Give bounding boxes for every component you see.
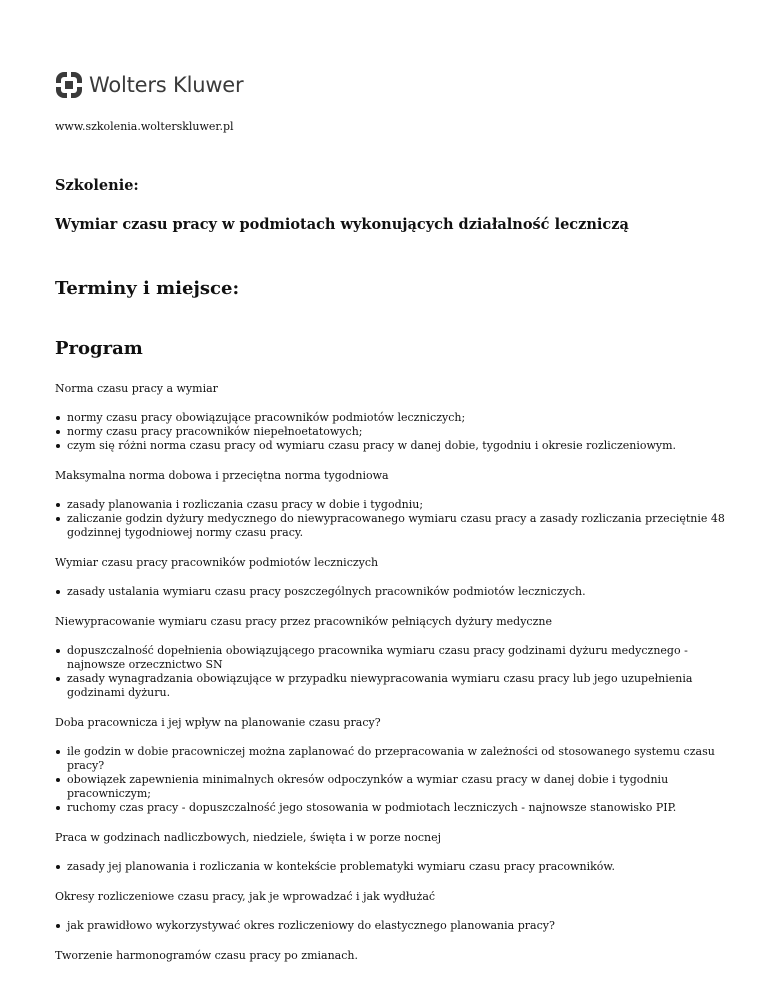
list-item: normy czasu pracy obowiązujące pracowników podmiotów leczniczych;	[67, 411, 735, 425]
brand-name: Wolters Kluwer	[89, 73, 244, 97]
list-item: normy czasu pracy pracowników niepełnoetatowych;	[67, 425, 735, 439]
list-item: ruchomy czas pracy - dopuszczalność jego stosowania w podmiotach leczniczych - najnowsze stanowisko PIP.	[67, 801, 735, 815]
section-title: Maksymalna norma dobowa i przeciętna norma tygodniowa	[55, 469, 389, 482]
program-section	[55, 615, 735, 700]
program-section	[55, 556, 735, 599]
list-item: czym się różni norma czasu pracy od wymiaru czasu pracy w danej dobie, tygodniu i okresie rozliczeniowym.	[67, 439, 735, 453]
section-bullet-list	[55, 498, 735, 540]
program-section	[55, 469, 735, 540]
section-title: Doba pracownicza i jej wpływ na planowanie czasu pracy?	[55, 716, 381, 729]
program-section	[55, 716, 735, 815]
list-item: jak prawidłowo wykorzystywać okres rozliczeniowy do elastycznego planowania pracy?	[67, 919, 735, 933]
section-title: Praca w godzinach nadliczbowych, niedziele, święta i w porze nocnej	[55, 831, 442, 844]
list-item: ile godzin w dobie pracowniczej można zaplanować do przepracowania w zależności od stosowanego systemu czasu pracy?	[67, 745, 735, 773]
program-section	[55, 949, 735, 963]
section-title: Niewypracowanie wymiaru czasu pracy przez pracowników pełniących dyżury medyczne	[55, 615, 552, 628]
list-item: zasady wynagradzania obowiązujące w przypadku niewypracowania wymiaru czasu pracy lub jego uzupełnienia godzinami dyżuru.	[67, 672, 735, 700]
program-heading: Program	[55, 338, 143, 359]
section-bullet-list	[55, 644, 735, 700]
list-item: zasady planowania i rozliczania czasu pracy w dobie i tygodniu;	[67, 498, 735, 512]
section-title: Norma czasu pracy a wymiar	[55, 382, 218, 395]
section-title: Wymiar czasu pracy pracowników podmiotów leczniczych	[55, 556, 379, 569]
terms-heading: Terminy i miejsce:	[55, 278, 240, 299]
program-content	[55, 382, 735, 979]
program-section	[55, 831, 735, 874]
program-section	[55, 382, 735, 453]
list-item: zasady jej planowania i rozliczania w kontekście problematyki wymiaru czasu pracy pracowników.	[67, 860, 735, 874]
training-label: Szkolenie:	[55, 177, 139, 194]
list-item: dopuszczalność dopełnienia obowiązującego pracownika wymiaru czasu pracy godzinami dyżuru medycznego - najnowsze orzecznictwo SN	[67, 644, 735, 672]
section-bullet-list	[55, 919, 735, 933]
section-bullet-list	[55, 745, 735, 815]
section-bullet-list	[55, 585, 735, 599]
list-item: zaliczanie godzin dyżury medycznego do niewypracowanego wymiaru czasu pracy a zasady rozliczania przeciętnie 48 godzinnej tygodniowej normy czasu pracy.	[67, 512, 735, 540]
wolters-kluwer-logo-icon	[55, 71, 83, 99]
website-url: www.szkolenia.wolterskluwer.pl	[55, 120, 234, 133]
list-item: zasady ustalania wymiaru czasu pracy poszczególnych pracowników podmiotów leczniczych.	[67, 585, 735, 599]
section-title: Okresy rozliczeniowe czasu pracy, jak je wprowadzać i jak wydłużać	[55, 890, 436, 903]
brand-logo	[55, 70, 243, 100]
section-bullet-list	[55, 411, 735, 453]
section-bullet-list	[55, 860, 735, 874]
list-item: obowiązek zapewnienia minimalnych okresów odpoczynków a wymiar czasu pracy w danej dobie i tygodniu pracowniczym;	[67, 773, 735, 801]
section-title: Tworzenie harmonogramów czasu pracy po zmianach.	[55, 949, 358, 962]
program-section	[55, 890, 735, 933]
training-title: Wymiar czasu pracy w podmiotach wykonujących działalność leczniczą	[55, 216, 629, 233]
